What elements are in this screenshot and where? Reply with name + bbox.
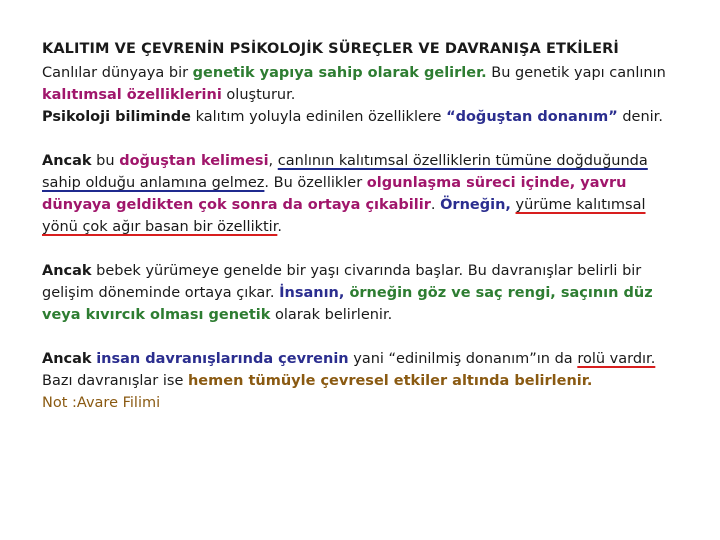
note-text: Not :Avare Filimi	[42, 395, 161, 411]
highlight-environment: insan davranışlarında çevrenin	[96, 351, 349, 367]
highlight-innate-equipment: “doğuştan donanım”	[446, 109, 618, 125]
text: Bu genetik yapı canlının	[486, 65, 666, 81]
underlined-role: rolü vardır.	[577, 351, 656, 367]
highlight-eye-hair: örneğin göz ve saç rengi, saçının düz veya kıvırcık olması genetik	[42, 285, 653, 323]
slide-title: KALITIM VE ÇEVRENİN PSİKOLOJİK SÜREÇLER VE DAVRANIŞA ETKİLERİ	[42, 41, 619, 57]
paragraph-genetic-structure	[42, 62, 682, 106]
highlight-human: İnsanın,	[279, 285, 350, 301]
bold-ancak: Ancak	[42, 351, 92, 367]
text: .	[430, 197, 441, 213]
text: bebek yürümeye genelde bir yaşı civarında başlar. Bu davranışlar belirli bir gelişim döneminde ortaya çıkar.	[42, 263, 642, 301]
bold-ancak: Ancak	[42, 153, 92, 169]
paragraph-innate-equipment	[42, 106, 682, 128]
text: oluşturur.	[221, 87, 296, 103]
bold-ancak: Ancak	[42, 263, 92, 279]
text: . Bu özellikler	[264, 175, 367, 191]
underlined-walking-statement: yürüme kalıtımsal yönü çok ağır basan bir özelliktir	[42, 197, 646, 235]
text: denir.	[617, 109, 663, 125]
highlight-hereditary-traits: kalıtımsal özelliklerini	[42, 87, 222, 103]
paragraph-innate-word	[42, 150, 682, 238]
text: kalıtım yoluyla edinilen özelliklere	[191, 109, 447, 125]
text: yani “edinilmiş donanım”ın da	[348, 351, 578, 367]
highlight-innate-word: doğuştan kelimesi	[119, 153, 269, 169]
highlight-example: Örneğin,	[440, 197, 511, 213]
underlined-statement: canlının kalıtımsal özelliklerin tümüne doğduğunda sahip olduğu anlamına gelmez	[42, 153, 648, 191]
text: ,	[268, 153, 278, 169]
highlight-maturation: olgunlaşma süreci içinde, yavru dünyaya geldikten çok sonra da ortaya çıkabilir	[42, 175, 627, 213]
paragraph-walking	[42, 260, 682, 326]
slide-content	[42, 38, 682, 414]
highlight-genetic-structure: genetik yapıya sahip olarak gelirler.	[192, 65, 487, 81]
spacer	[42, 238, 682, 260]
text: bu	[91, 153, 120, 169]
text: Canlılar dünyaya bir	[42, 65, 193, 81]
spacer	[42, 326, 682, 348]
spacer	[42, 128, 682, 150]
paragraph-environment	[42, 348, 682, 414]
text: Bazı davranışlar ise	[42, 373, 188, 389]
text: olarak belirlenir.	[270, 307, 393, 323]
text: .	[277, 219, 282, 235]
bold-psychology: Psikoloji biliminde	[42, 109, 192, 125]
highlight-environmental-effects: hemen tümüyle çevresel etkiler altında belirlenir.	[187, 373, 593, 389]
